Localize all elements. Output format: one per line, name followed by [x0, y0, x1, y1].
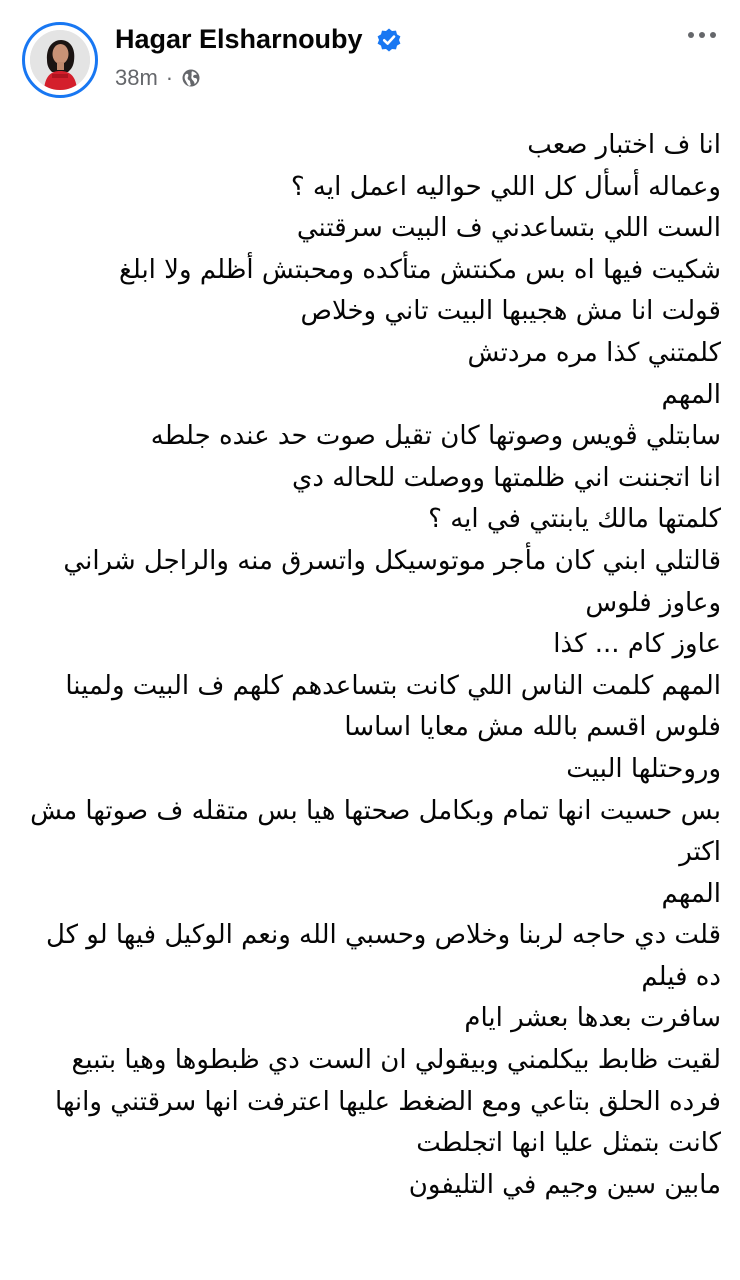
post-line: قالتلي ابني كان مأجر موتوسيكل واتسرق منه والراجل شراني: [63, 545, 721, 576]
more-options-icon: [687, 31, 717, 39]
post-header: [0, 0, 740, 110]
post-line: فلوس اقسم بالله مش معايا اساسا: [344, 712, 721, 743]
post-line: سافرت بعدها بعشر ايام: [464, 1003, 721, 1034]
avatar-story-ring[interactable]: [22, 22, 98, 98]
post-line: انا اتجننت اني ظلمتها ووصلت للحاله دي: [292, 462, 721, 493]
post-line: شكيت فيها اه بس مكنتش متأكده ومحبتش أظلم ولا ابلغ: [119, 254, 721, 285]
post-line: وعاوز فلوس: [585, 587, 721, 618]
post-line: قولت انا مش هجيبها البيت تاني وخلاص: [300, 296, 721, 327]
post-line: الست اللي بتساعدني ف البيت سرقتني: [296, 213, 721, 244]
author-name[interactable]: Hagar Elsharnouby: [115, 24, 363, 54]
post-line: المهم: [661, 878, 721, 909]
post-line: كلمتني كذا مره مردتش: [467, 337, 721, 368]
post-time[interactable]: 38m: [115, 65, 158, 90]
more-options-button[interactable]: [680, 22, 724, 48]
post-line: بس حسيت انها تمام وبكامل صحتها هيا بس متقله ف صوتها مش: [30, 795, 721, 826]
post-body: [30, 125, 721, 1206]
post-line: كانت بتمثل عليا انها اتجلطت: [416, 1128, 721, 1159]
avatar-image: [30, 30, 90, 90]
post-line: لقيت ظابط بيكلمني وبيقولي ان الست دي ظبطوها وهيا بتبيع: [71, 1045, 721, 1076]
post-line: كلمتها مالك يابنتي في ايه ؟: [428, 504, 721, 535]
post-line: وعماله أسأل كل اللي حواليه اعمل ايه ؟: [290, 171, 721, 202]
post-line: مابين سين وجيم في التليفون: [408, 1169, 721, 1200]
post-line: فرده الحلق بتاعي ومع الضغط عليها اعترفت انها سرقتني وانها: [55, 1086, 721, 1117]
post-line: اكتر: [679, 837, 721, 868]
verified-badge-icon: [376, 27, 402, 53]
post-line: المهم: [661, 379, 721, 410]
avatar[interactable]: [30, 30, 90, 90]
post-line: المهم كلمت الناس اللي كانت بتساعدهم كلهم ف البيت ولمينا: [65, 670, 721, 701]
post-line: ده فيلم: [641, 961, 721, 992]
post-line: انا ف اختبار صعب: [527, 130, 721, 160]
meta-separator: ·: [165, 65, 174, 90]
post-line: عاوز كام ... كذا: [553, 629, 721, 660]
post-line: وروحتلها البيت: [566, 753, 721, 784]
post-line: سابتلي ڤويس وصوتها كان تقيل صوت حد عنده جلطه: [150, 421, 721, 452]
post-meta: [115, 64, 201, 92]
globe-icon[interactable]: [181, 68, 201, 88]
post-line: قلت دي حاجه لربنا وخلاص وحسبي الله ونعم الوكيل فيها لو كل: [45, 920, 721, 951]
